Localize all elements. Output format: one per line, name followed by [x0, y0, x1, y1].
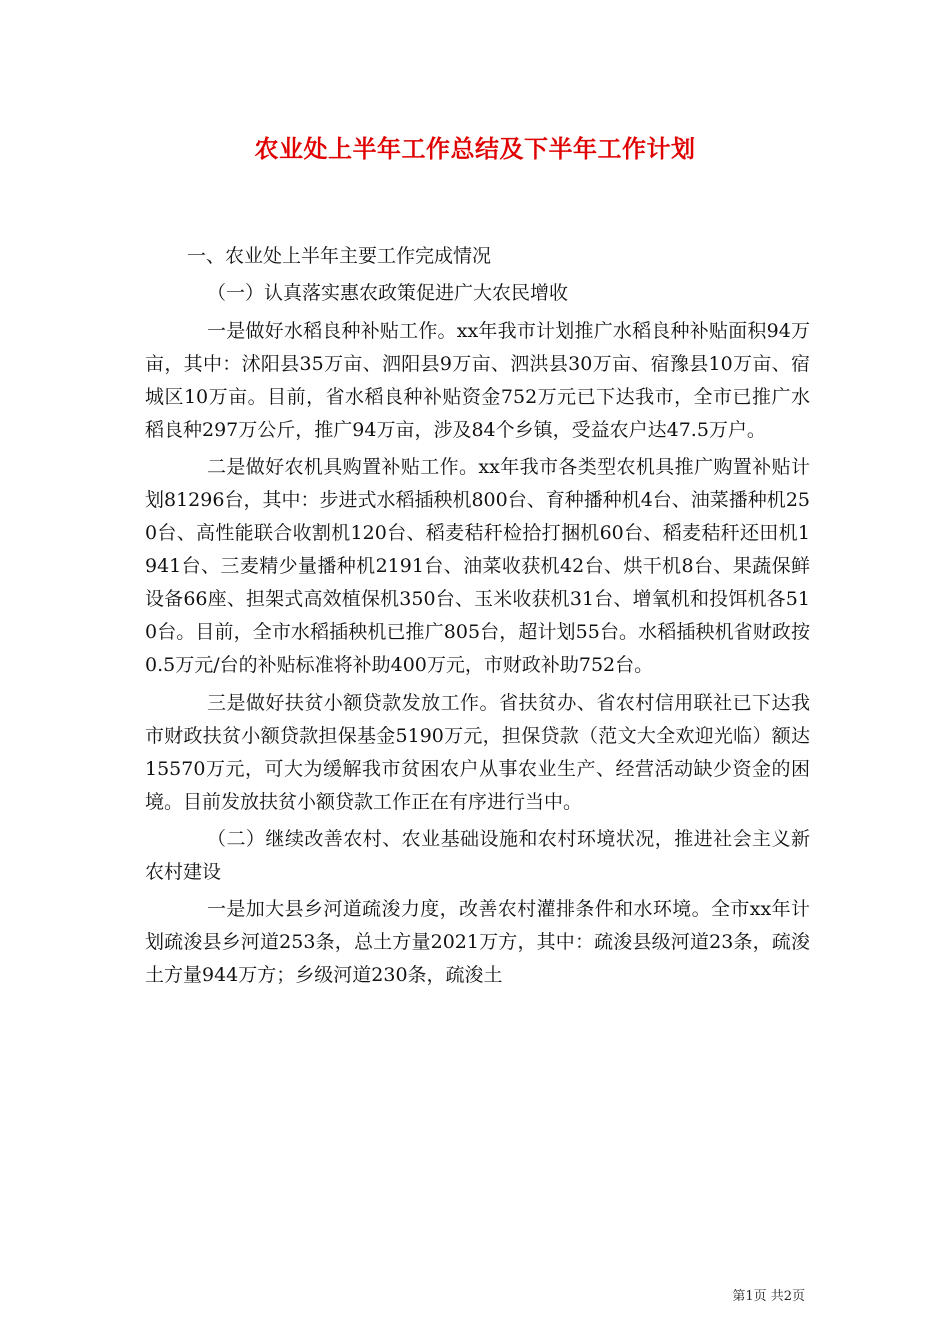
- paragraph: 一是做好水稻良种补贴工作。xx年我市计划推广水稻良种补贴面积94万亩，其中：沭阳县35万亩、泗阳县9万亩、泗洪县30万亩、宿豫县10万亩、宿城区10万亩。目前，省水稻良种补贴资金752万元已下达我市，全市已推广水稻良种297万公斤，推广94万亩，涉及84个乡镇，受益农户达47.5万户。: [145, 319, 810, 441]
- document-body: [145, 240, 810, 997]
- subsection-heading: （二）继续改善农村、农业基础设施和农村环境状况，推进社会主义新农村建设: [145, 827, 810, 883]
- paragraph: 二是做好农机具购置补贴工作。xx年我市各类型农机具推广购置补贴计划81296台，其中：步进式水稻插秧机800台、育种播种机4台、油菜播种机250台、高性能联合收割机120台、稻麦秸秆检拾打捆机60台、稻麦秸秆还田机1941台、三麦精少量播种机2191台、油菜收获机42台、烘干机8台、果蔬保鲜设备66座、担架式高效植保机350台、玉米收获机31台、增氧机和投饵机各510台。目前，全市水稻插秧机已推广805台，超计划55台。水稻插秧机省财政按0.5万元/台的补贴标准将补助400万元，市财政补助752台。: [145, 456, 810, 677]
- document-title: 农业处上半年工作总结及下半年工作计划: [254, 134, 696, 163]
- subsection-heading: （一）认真落实惠农政策促进广大农民增收: [207, 282, 569, 305]
- page-number: 第1页 共2页: [732, 1289, 805, 1304]
- paragraph: 一是加大县乡河道疏浚力度，改善农村灌排条件和水环境。全市xx年计划疏浚县乡河道253条，总土方量2021万方，其中：疏浚县级河道23条，疏浚土方量944万方；乡级河道230条，疏浚土: [145, 898, 810, 987]
- section-heading: 一、农业处上半年主要工作完成情况: [187, 245, 492, 267]
- paragraph: 三是做好扶贫小额贷款发放工作。省扶贫办、省农村信用联社已下达我市财政扶贫小额贷款担保基金5190万元，担保贷款（范文大全欢迎光临）额达15570万元，可大为缓解我市贫困农户从事农业生产、经营活动缺少资金的困境。目前发放扶贫小额贷款工作正在有序进行当中。: [145, 691, 810, 813]
